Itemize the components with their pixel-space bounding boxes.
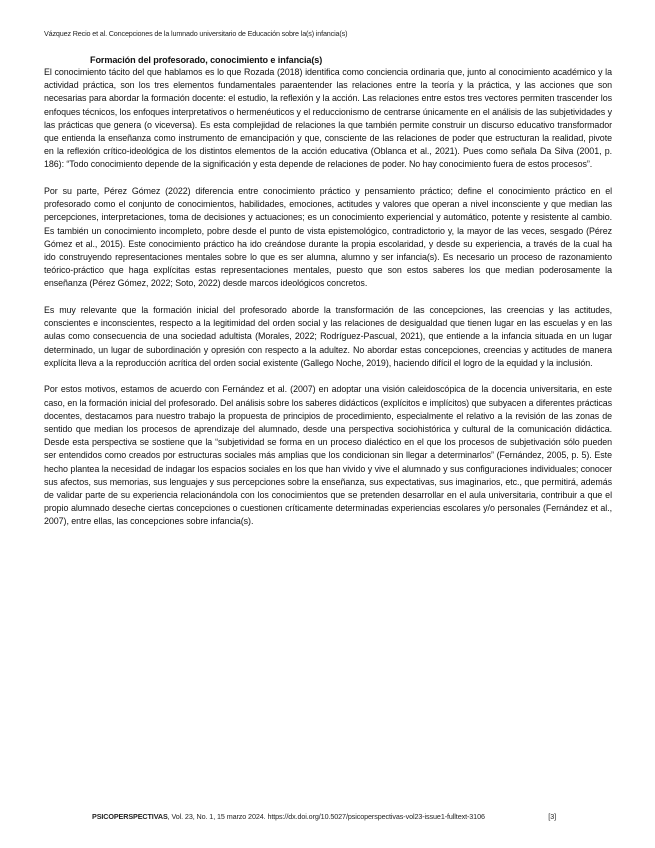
- page-footer: [92, 812, 556, 821]
- footer-citation: [92, 812, 485, 821]
- footer-journal-name: PSICOPERSPECTIVAS: [92, 812, 168, 821]
- section-title: Formación del profesorado, conocimiento e infancia(s): [90, 55, 323, 65]
- paragraph-1: El conocimiento tácito del que hablamos es lo que Rozada (2018) identifica como conciencia ordinaria que, junto al conocimiento académico y la actividad práctica, son los tres elementos fundamentales paraentender las relaciones entre la teoría y la práctica, y las acciones que son necesarias para abordar la formación docente: el estudio, la reflexión y la acción. Las relaciones entre estos tres vectores permiten trascender los enfoques técnicos, los enfoques interpretativos o hermenéuticos y el reduccionismo de centrarse únicamente en el análisis de las subjetividades y las prácticas que genera (o viceversa). Es esta complejidad de relaciones la que también permite construir un discurso educativo transformador que entienda la enseñanza como instrumento de emancipación y que, consciente de las relaciones de poder que estructuran la realidad, pivote en la reflexión crítico-ideológica de los distintos elementos de la acción educativa (Oblanca et al., 2021). Pues como señala Da Silva (2001, p. 186): “Todo conocimiento depende de la significación y esta depende de relaciones de poder. No hay conocimiento fuera de estos procesos”.: [44, 67, 612, 170]
- running-header: Vázquez Recio et al. Concepciones de la lumnado universitario de Educación sobre la(s) infancia(s): [44, 29, 348, 38]
- article-body: [44, 55, 612, 529]
- paragraph-4: Por estos motivos, estamos de acuerdo con Fernández et al. (2007) en adoptar una visión caleidoscópica de la docencia universitaria, en este caso, en la formación inicial del profesorado. Del análisis sobre los saberes didácticos (explícitos e implícitos) que subyacen a diferentes prácticas docentes, destacamos para nuestro trabajo la propuesta de principios de procedimiento, especialmente el relativo a la revisión de las zonas de sentido que median los procesos de aprendizaje del alumnado, desde una perspectiva sociohistórica y cultural de la comunicación didáctica. Desde esta perspectiva se sostiene que la “subjetividad se forma en un proceso dialéctico en el que los procesos de subjetivación sólo pueden ser entendidos como creados por estructuras sociales más amplias que los condicionan sin llegar a determinarlos” (Fernández, 2005, p. 5). Este hecho plantea la necesidad de indagar los espacios sociales en los que han vivido y vive el alumnado y sus configuraciones individuales; conocer sus afectos, sus memorias, sus lenguajes y sus percepciones sobre la enseñanza, sus expectativas, sus imaginarios, etc., que permitirá, además de validar parte de su experiencia relacionándola con los conocimientos que se pretenden desarrollar en el aula universitaria, contribuir a que el propio alumnado deseche ciertas concepciones o cuestionen críticamente determinadas experiencias escolares y/o personales (Fernández et al., 2007), entre ellas, las concepciones sobre infancia(s).: [44, 384, 612, 527]
- footer-citation-text: , Vol. 23, No. 1, 15 marzo 2024. https://dx.doi.org/10.5027/psicoperspectivas-vol23-issue1-fulltext-3106: [167, 812, 485, 821]
- paragraph-2: Por su parte, Pérez Gómez (2022) diferencia entre conocimiento práctico y pensamiento práctico; define el conocimiento práctico en el profesorado como el conjunto de conocimientos, habilidades, emociones, actitudes y valores que operan a nivel inconsciente y que median las percepciones, interpretaciones, toma de decisiones y actuaciones; es un conocimiento experiencial y automático, potente y resistente al cambio. Es también un conocimiento incompleto, pobre desde el punto de vista epistemológico, contradictorio y, la mayor de las veces, sesgado (Pérez Gómez et al., 2015). Este conocimiento práctico ha ido creándose durante la propia escolaridad, y desde su experiencia, a través de la cual ha ido construyendo representaciones mentales sobre lo que es ser alumna, alumno y ser infancia(s). Es necesario un proceso de razonamiento teórico-práctico que haga explícitas estas representaciones mentales, puesto que son estos saberes los que median poderosamente la enseñanza (Pérez Gómez, 2022; Soto, 2022) desde marcos ideológicos concretos.: [44, 186, 612, 289]
- page-number: [3]: [548, 812, 556, 821]
- paragraph-3: Es muy relevante que la formación inicial del profesorado aborde la transformación de las concepciones, las creencias y las actitudes, conscientes e inconscientes, respecto a la legitimidad del orden social y las relaciones de desigualdad que tienen lugar en las escuelas y en las aulas como consecuencia de una sociedad adultista (Morales, 2022; Rodríguez-Pascual, 2021), que entiende a la infancia situada en un lugar determinado, un lugar de subordinación y opresión con respecto a la adultez. No abordar estas concepciones, creencias y actitudes de manera explícita lleva a la reproducción acrítica del orden social existente (Gallego Noche, 2019), haciendo difícil el logro de la equidad y la inclusión.: [44, 305, 612, 368]
